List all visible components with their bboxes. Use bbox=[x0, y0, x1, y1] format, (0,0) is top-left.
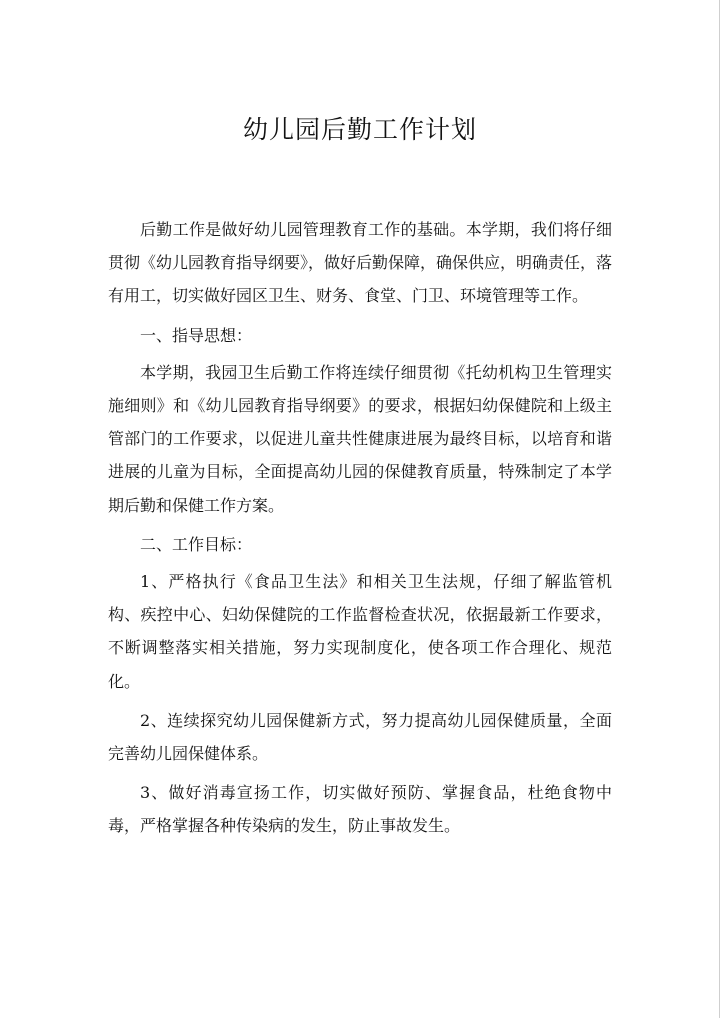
goal-item-2: 2、连续探究幼儿园保健新方式，努力提高幼儿园保健质量，全面完善幼儿园保健体系。 bbox=[108, 710, 612, 764]
section-heading-work-goals: 二、工作目标： bbox=[140, 534, 253, 554]
document-title: 幼儿园后勤工作计划 bbox=[242, 115, 477, 144]
document-body bbox=[108, 213, 612, 843]
guiding-thought-paragraph: 本学期，我园卫生后勤工作将连续仔细贯彻《托幼机构卫生管理实施细则》和《幼儿园教育指导纲要》的要求，根据妇幼保健院和上级主管部门的工作要求，以促进儿童共性健康进展为最终目标，以培育和谐进展的儿童为目标，全面提高幼儿园的保健教育质量，特殊制定了本学期后勤和保健工作方案。 bbox=[108, 362, 612, 515]
goal-item-3: 3、做好消毒宣扬工作，切实做好预防、掌握食品，杜绝食物中毒，严格掌握各种传染病的发生，防止事故发生。 bbox=[108, 783, 612, 836]
intro-paragraph: 后勤工作是做好幼儿园管理教育工作的基础。本学期，我们将仔细贯彻《幼儿园教育指导纲要》，做好后勤保障，确保供应，明确责任，落有用工，切实做好园区卫生、财务、食堂、门卫、环境管理等工作。 bbox=[108, 220, 613, 306]
section-heading-guiding-thought: 一、指导思想： bbox=[140, 325, 253, 345]
goal-item-1: 1、严格执行《食品卫生法》和相关卫生法规，仔细了解监管机构、疾控中心、妇幼保健院的工作监督检查状况，依据最新工作要求，不断调整落实相关措施，努力实现制度化，使各项工作合理化、规范化。 bbox=[108, 572, 612, 691]
